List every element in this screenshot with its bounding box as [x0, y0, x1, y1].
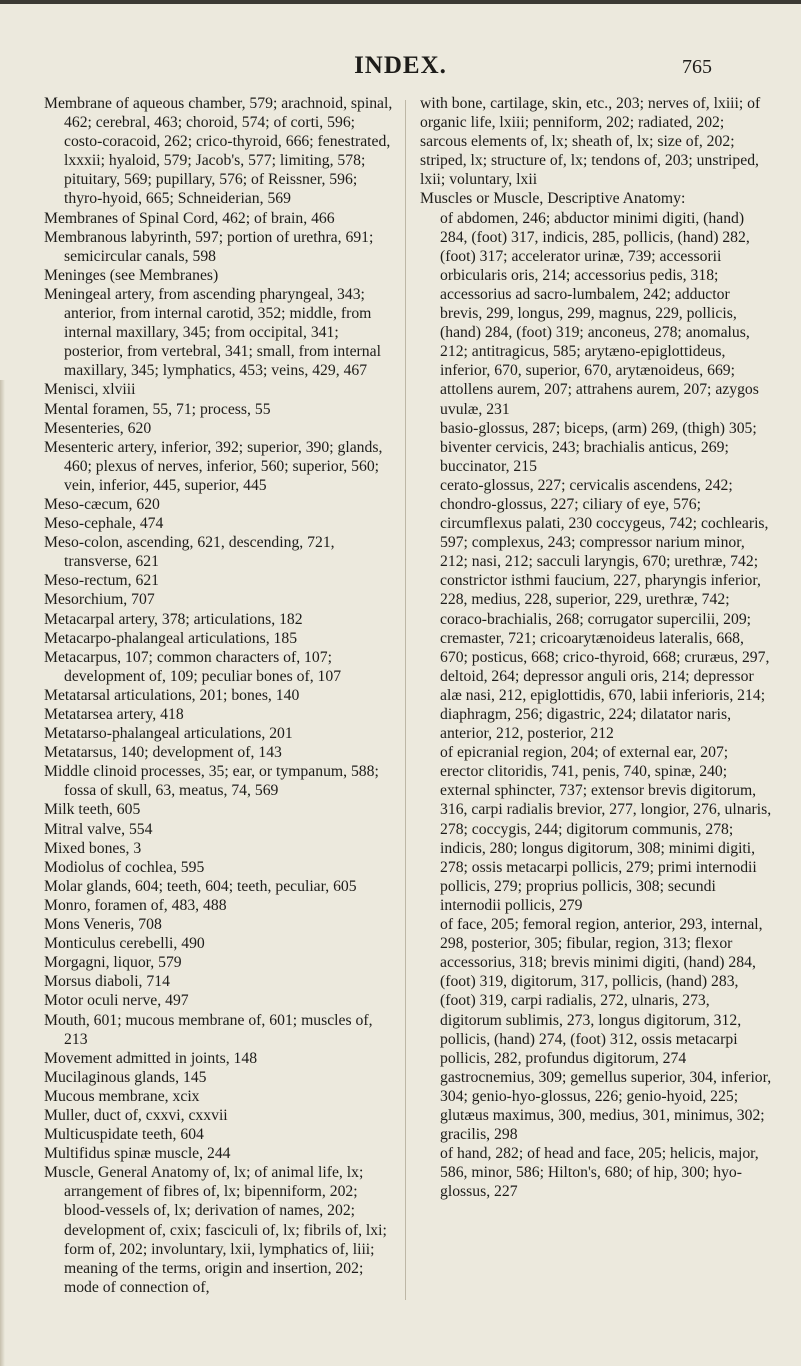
index-entry: Muller, duct of, cxxvi, cxxvii — [44, 1106, 228, 1124]
index-entry: Movement admitted in joints, 148 — [44, 1049, 258, 1067]
index-entry: Metatarsus, 140; development of, 143 — [44, 744, 282, 762]
index-entry: Mons Veneris, 708 — [44, 916, 162, 934]
index-entry: Meningeal artery, from ascending pharyngeal, 343; anterior, from internal carotid, 352; middle, from internal maxillary, 345; from occipital, 341; posterior, from vertebral, 341; small, from internal maxillary, 345; lymphatics, 453; veins, 429, 467 — [44, 285, 381, 380]
index-entry: Membranes of Spinal Cord, 462; of brain, 466 — [44, 209, 335, 227]
index-entry: Monticulus cerebelli, 490 — [44, 935, 205, 953]
index-entry: Mental foramen, 55, 71; process, 55 — [44, 400, 271, 418]
index-column-left — [44, 94, 396, 1297]
index-subentry: basio-glossus, 287; biceps, (arm) 269, (thigh) 305; biventer cervicis, 243; brachialis anticus, 269; buccinator, 215 — [440, 419, 757, 475]
index-entry: Menisci, xlviii — [44, 381, 136, 399]
index-entry: Mesorchium, 707 — [44, 591, 155, 609]
index-entry: Mucous membrane, xcix — [44, 1087, 200, 1105]
index-entry: Meso-rectum, 621 — [44, 572, 160, 590]
index-entry: Metatarso-phalangeal articulations, 201 — [44, 725, 293, 743]
index-entry: Muscle, General Anatomy of, lx; of animal life, lx; arrangement of fibres of, lx; bipenniform, 202; blood-vessels of, lx; derivation of names, 202; development of, cxix; fasciculi of, lx; fibrils of, lxi; form of, 202; involuntary, lxii, lymphatics of, liii; meaning of the terms, origin and insertion, 202; mode of connection of, — [44, 1164, 387, 1296]
index-entry: Motor oculi nerve, 497 — [44, 992, 189, 1010]
index-subentry: cerato-glossus, 227; cervicalis ascendens, 242; chondro-glossus, 227; ciliary of eye, 576; circumflexus palati, 230 coccygeus, 742; cochlearis, 597; complexus, 243; compressor narium minor, 212; nasi, 212; sacculi laryngis, 670; urethræ, 742; constrictor isthmi faucium, 227, pharyngis inferior, 228, medius, 228, superior, 229, urethræ, 742; coraco-brachialis, 268; corrugator supercilii, 209; cremaster, 721; cricoarytænoideus lateralis, 668, 670; posticus, 668; crico-thyroid, 668; cruræus, 297, deltoid, 264; depressor anguli oris, 214; depressor alæ nasi, 212, epiglottidis, 670, labii inferioris, 214; diaphragm, 256; digastric, 224; dilatator naris, anterior, 212, posterior, 212 — [440, 476, 770, 743]
index-entry: Multifidus spinæ muscle, 244 — [44, 1145, 231, 1163]
index-entry: Molar glands, 604; teeth, 604; teeth, peculiar, 605 — [44, 877, 357, 895]
index-subentry: gastrocnemius, 309; gemellus superior, 304, inferior, 304; genio-hyo-glossus, 226; genio-hyoid, 225; glutæus maximus, 300, medius, 301, minimus, 302; gracilis, 298 — [440, 1068, 772, 1144]
index-entry: Metacarpus, 107; common characters of, 107; development of, 109; peculiar bones of, 107 — [44, 648, 342, 685]
index-entry: Metatarsal articulations, 201; bones, 140 — [44, 686, 300, 704]
page-title: INDEX. — [354, 52, 447, 79]
running-head — [0, 52, 801, 82]
index-entry: Mesenteric artery, inferior, 392; superior, 390; glands, 460; plexus of nerves, inferior, 560; superior, 560; vein, inferior, 445, superior, 445 — [44, 438, 383, 494]
index-entry: Metacarpo-phalangeal articulations, 185 — [44, 629, 298, 647]
top-edge-rule — [0, 0, 801, 4]
index-entry: Modiolus of cochlea, 595 — [44, 858, 205, 876]
index-entry: Morsus diaboli, 714 — [44, 973, 170, 991]
index-entry: Milk teeth, 605 — [44, 801, 141, 819]
index-entry: Meso-cæcum, 620 — [44, 495, 160, 513]
index-entry: Meninges (see Membranes) — [44, 266, 219, 284]
index-entry: Middle clinoid processes, 35; ear, or tympanum, 588; fossa of skull, 63, meatus, 74, 569 — [44, 763, 379, 800]
index-entry: Membrane of aqueous chamber, 579; arachnoid, spinal, 462; cerebral, 463; choroid, 574; of corti, 596; costo-coracoid, 262; crico-thyroid, 666; fenestrated, lxxxii; hyaloid, 579; Jacob's, 577; limiting, 578; pituitary, 569; pupillary, 576; of Reissner, 596; thyro-hyoid, 665; Schneiderian, 569 — [44, 95, 393, 208]
index-entry: Meso-colon, ascending, 621, descending, 721, transverse, 621 — [44, 534, 335, 571]
index-entry: Morgagni, liquor, 579 — [44, 954, 182, 972]
index-subentry: of hand, 282; of head and face, 205; helicis, major, 586, minor, 586; Hilton's, 680; of hip, 300; hyo-glossus, 227 — [440, 1145, 759, 1201]
index-entry: Monro, foramen of, 483, 488 — [44, 896, 227, 914]
index-entry: Metatarsea artery, 418 — [44, 706, 184, 723]
page-number: 765 — [682, 56, 712, 78]
index-subentry: of abdomen, 246; abductor minimi digiti, (hand) 284, (foot) 317, indicis, 285, pollicis, (hand) 282, (foot) 317; accelerator urinæ, 739; accessorii orbicularis oris, 214; accessorius pedis, 318; accessorius ad sacro-lumbalem, 242; adductor brevis, 299, longus, 299, magnus, 229, pollicis, (hand) 284, (foot) 319; anconeus, 278; anomalus, 212; antitragicus, 585; arytæno-epiglottideus, inferior, 670, superior, 670, arytænoideus, 669; attollens aurem, 207; attrahens aurem, 207; azygos uvulæ, 231 — [440, 209, 759, 418]
index-column-right — [420, 94, 772, 1201]
index-entry-continued: with bone, cartilage, skin, etc., 203; nerves of, lxiii; of organic life, lxiii; penniform, 202; radiated, 202; sarcous elements of, lx; sheath of, lx; size of, 202; striped, lx; structure of, lx; tendons of, 203; unstriped, lxii; voluntary, lxii — [420, 95, 761, 189]
index-entry: Mucilaginous glands, 145 — [44, 1068, 207, 1086]
index-entry: Membranous labyrinth, 597; portion of urethra, 691; semicircular canals, 598 — [44, 228, 374, 265]
index-entry: Multicuspidate teeth, 604 — [44, 1126, 204, 1144]
index-entry: Mixed bones, 3 — [44, 839, 142, 857]
index-entry: Mouth, 601; mucous membrane of, 601; muscles of, 213 — [44, 1011, 373, 1048]
column-divider — [405, 100, 406, 1300]
index-entry: Metacarpal artery, 378; articulations, 182 — [44, 610, 303, 628]
index-heading-muscles: Muscles or Muscle, Descriptive Anatomy: — [420, 190, 686, 208]
page-edge-shadow — [0, 380, 5, 1366]
index-entry: Mesenteries, 620 — [44, 419, 152, 437]
index-subentry: of face, 205; femoral region, anterior, 293, internal, 298, posterior, 305; fibular, region, 313; flexor accessorius, 318; brevis minimi digiti, (hand) 284, (foot) 319, digitorum, 317, pollicis, (hand) 283, (foot) 319, carpi radialis, 272, ulnaris, 273, digitorum sublimis, 273, longus digitorum, 312, pollicis, (hand) 274, (foot) 312, ossis metacarpi pollicis, 282, profundus digitorum, 274 — [440, 916, 763, 1067]
index-entry: Mitral valve, 554 — [44, 820, 153, 838]
index-entry: Meso-cephale, 474 — [44, 515, 164, 533]
index-subentry: of epicranial region, 204; of external ear, 207; erector clitoridis, 741, penis, 740, spinæ, 240; external sphincter, 737; extensor brevis digitorum, 316, carpi radialis brevior, 277, longior, 276, ulnaris, 278; coccygis, 244; digitorum communis, 278; indicis, 280; longus digitorum, 308; minimi digiti, 278; ossis metacarpi pollicis, 279; primi internodii pollicis, 279; proprius pollicis, 308; secundi internodii pollicis, 279 — [440, 744, 772, 914]
